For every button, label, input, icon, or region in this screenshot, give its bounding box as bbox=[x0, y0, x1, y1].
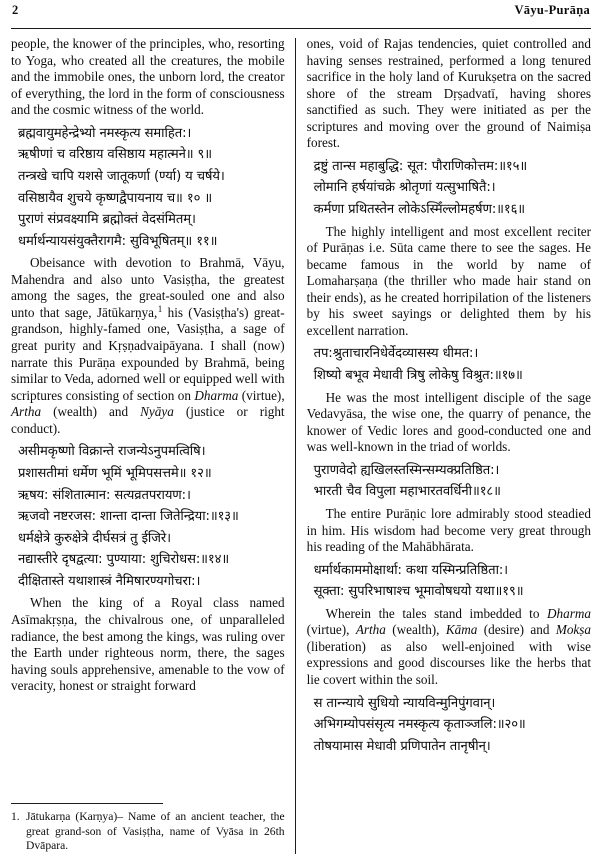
sanskrit-verse bbox=[307, 556, 591, 606]
verse-line: शिष्यो बभूव मेधावी त्रिषु लोकेषु विश्रुत:॥१७॥ bbox=[313, 368, 523, 384]
footnote-block bbox=[11, 800, 285, 854]
verse-line: पुराणं संप्रवक्ष्यामि ब्रह्मोक्तं वेदसंमितम्। bbox=[18, 212, 196, 228]
paragraph: The entire Purāṇic lore admirably stood steadied in him. His wisdom had become very great through his reading of the Mahābhārata. bbox=[306, 506, 591, 555]
verse-line: द्रष्टुं तान्स महाबुद्धि: सूत: पौराणिकोत्तम:॥१५॥ bbox=[313, 158, 528, 174]
verse-line: स तान्न्याये सुधियो न्यायविन्मुनिपुंगवान्। bbox=[313, 695, 496, 711]
verse-line: पुराणवेदो ह्यखिलस्तस्मिन्सम्यक्प्रतिष्ठित:। bbox=[313, 462, 500, 478]
footnote-item bbox=[11, 810, 285, 854]
verse-line: धर्मार्थकाममोक्षार्था: कथा यस्मिन्प्रतिष्ठिता:। bbox=[313, 562, 509, 578]
verse-line: दीक्षितास्ते यथाशास्त्रं नैमिषारण्यगोचरा:। bbox=[18, 573, 201, 589]
paragraph: Obeisance with devotion to Brahmā, Vāyu, Mahendra and also unto Vasiṣṭha, the greatest among the sages, the great-souled one and also unto that sage, Jātūkarṇya,$^1$ his (Vasiṣṭha's) great-grandson, highly-famed one, Vasiṣṭha, a sage of great purity and Kṛṣṇadvaipāyana. I shall (now) narrate this Purāṇa expounded by Brahmā, being similar to Veda, adorned well or equipped well with scriptures consisting of section on Dharma (virtue), Artha (wealth) and Nyāya (justice or right conduct). bbox=[11, 255, 285, 436]
paragraph: He was the most intelligent disciple of the sage Vedavyāsa, the wise one, the quarry of penance, the knower of Vedic lores and good-conducted one and was well-known in the triad of worlds. bbox=[306, 389, 591, 455]
paragraph: When the king of a Royal class named Asīmakṛṣṇa, the chivalrous one, of unparalleled radiance, the best among the kings, was ruling over the Earth under righteous norm, there, the sages having souls apprehensive, amenable to the vow of veracity, honest or straight forward bbox=[11, 595, 285, 694]
verse-line: अभिगम्योपसंसृत्य नमस्कृत्य कृताञ्जलि:॥२०॥ bbox=[313, 717, 526, 733]
verse-line: ऋषय: संशितात्मान: सत्यव्रतपरायण:। bbox=[18, 487, 191, 503]
verse-line: ऋषीणां च वरिष्ठाय वसिष्ठाय महात्मने॥ ९॥ bbox=[18, 147, 213, 163]
right-column bbox=[296, 36, 591, 854]
verse-line: नद्यास्तीरे दृषद्वत्या: पुण्याया: शुचिरोधस:॥१४॥ bbox=[18, 552, 230, 568]
verse-line: धर्मार्थन्यायसंयुक्तैरागमै: सुविभूषितम्॥ ११॥ bbox=[18, 233, 218, 249]
paragraph: Wherein the tales stand imbedded to Dharma (virtue), Artha (wealth), Kāma (desire) and Mokṣa (liberation) as also well-enjoined with wise expressions and good discourses like the herbs that lie covert within the soil. bbox=[306, 605, 592, 688]
verse-line: धर्मक्षेत्रे कुरुक्षेत्रे दीर्घसत्रं तु ईजिरे। bbox=[18, 530, 172, 546]
header-rule bbox=[11, 28, 591, 29]
sanskrit-verse bbox=[11, 119, 285, 256]
paragraph: people, the knower of the principles, who, resorting to Yoga, who created all the creatures, the mobile and the immobile ones, the unborn lord, the creator of everything, the lord in the form of consciousness and the cosmic witness of the world. bbox=[11, 36, 285, 118]
sanskrit-verse bbox=[307, 689, 591, 761]
left-column-flow bbox=[11, 36, 285, 695]
sanskrit-verse bbox=[307, 152, 591, 224]
verse-line: तन्त्रखे चापि यशसे जातूकर्णा (र्ण्या) य चर्षये। bbox=[18, 168, 225, 184]
sanskrit-verse bbox=[11, 437, 285, 595]
verse-line: ब्रह्मवायुमहेन्द्रेभ्यो नमस्कृत्य समाहित:। bbox=[18, 125, 192, 141]
footnote-number: 1. bbox=[11, 810, 20, 824]
footnote-rule bbox=[11, 803, 163, 804]
left-column bbox=[11, 36, 295, 854]
verse-line: वसिष्ठायैव शुचये कृष्णद्वैपायनाय च॥ १० ॥ bbox=[18, 190, 213, 206]
right-column-flow bbox=[307, 36, 591, 760]
verse-line: सूक्ता: सुपरिभाषाश्च भूमावोषधयो यथा॥१९॥ bbox=[313, 584, 524, 600]
verse-line: ऋजवो नष्टरजस: शान्ता दान्ता जितेन्द्रिया:॥१३॥ bbox=[18, 509, 239, 525]
page-number: 2 bbox=[12, 3, 19, 17]
sanskrit-verse bbox=[307, 456, 591, 506]
paragraph: The highly intelligent and most excellent reciter of Purāṇas i.e. Sūta came there to see the sages. He became famous in the world by name of Lomaharṣaṇa (the thriller who made hair stand on their ends), as he created horripilation of the listeners by his sweet sayings or delighted them by his excellent narration. bbox=[306, 223, 591, 338]
verse-line: तोषयामास मेधावी प्रणिपातेन तानृषीन्। bbox=[313, 738, 491, 754]
paragraph: ones, void of Rajas tendencies, quiet controlled and having senses restrained, performed a long tenured sacrifice in the holy land of Kurukṣetra on the sacred shore of the stream Dṛṣadvatī, having shores sanctified as such. They were initiated as per the scriptures and moving over the ground of Naimiṣa forest. bbox=[306, 36, 591, 151]
verse-line: कर्मणा प्रथितस्तेन लोकेऽस्मिँल्लोमहर्षण:॥१६॥ bbox=[313, 202, 526, 218]
book-title: Vāyu-Purāṇa bbox=[514, 3, 590, 17]
verse-line: भारती चैव विपुला महाभारतवर्धिनी॥१८॥ bbox=[313, 484, 501, 500]
footnote-text: Jātukarṇa (Karṇya)– Name of an ancient teacher, the great grand-son of Vasiṣṭha, name of Vyāsa in 26th Dvāpara. bbox=[26, 810, 285, 853]
two-column-body bbox=[11, 36, 591, 854]
sanskrit-verse bbox=[307, 339, 591, 389]
verse-line: प्रशासतीमां धर्मेण भूमिं भूमिपसत्तमे॥ १२॥ bbox=[18, 465, 212, 481]
verse-line: लोमानि हर्षयांचक्रे श्रोतृणां यत्सुभाषितै:। bbox=[313, 180, 496, 196]
verse-line: असीमकृष्णो विक्रान्ते राजन्येऽनुपमत्विषि। bbox=[18, 444, 206, 460]
running-head bbox=[12, 3, 590, 25]
verse-line: तप:श्रुताचारनिधेर्वेदव्यासस्य धीमत:। bbox=[313, 346, 479, 362]
